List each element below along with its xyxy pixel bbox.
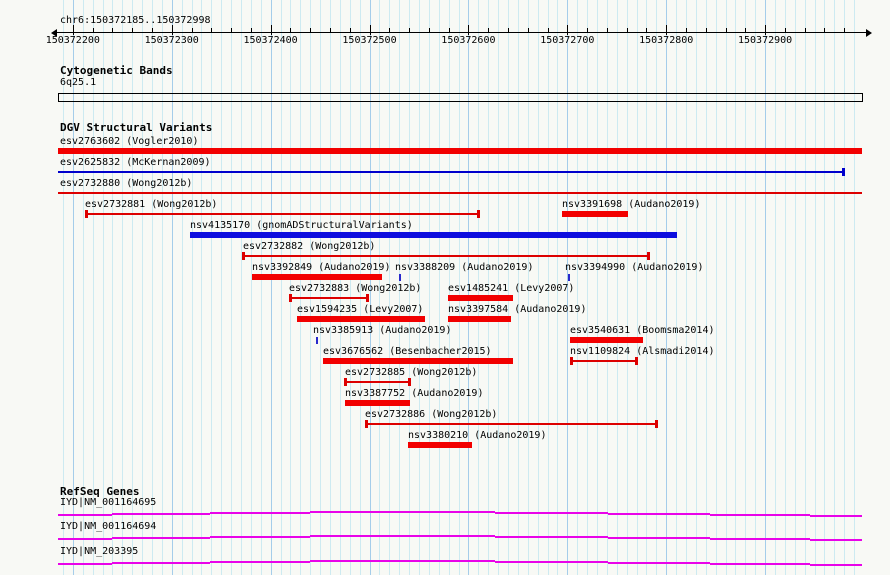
ruler-tick-label: 150372300 — [144, 35, 199, 46]
gridline-minor — [716, 0, 717, 575]
ruler-minor-tick — [251, 28, 252, 32]
variant-glyph-right-endtick — [635, 357, 638, 365]
gene-intron-segment[interactable] — [710, 563, 810, 565]
ruler-minor-tick — [805, 28, 806, 32]
ruler-minor-tick — [785, 28, 786, 32]
variant-glyph-right-endtick — [477, 210, 480, 218]
gridline-minor — [142, 0, 143, 575]
gene-intron-segment[interactable] — [112, 537, 210, 539]
gene-intron-segment[interactable] — [608, 513, 710, 515]
gridline-minor — [735, 0, 736, 575]
gene-label[interactable]: IYD|NM_203395 — [60, 546, 139, 557]
gridline-minor — [726, 0, 727, 575]
variant-label[interactable]: nsv3392849 (Audano2019) — [252, 262, 391, 273]
gene-intron-segment[interactable] — [112, 562, 210, 564]
gridline-minor — [261, 0, 262, 575]
variant-glyph-bar[interactable] — [408, 442, 472, 448]
gridline-minor — [775, 0, 776, 575]
ruler-minor-tick — [290, 28, 291, 32]
ruler-minor-tick — [409, 28, 410, 32]
gridline-minor — [597, 0, 598, 575]
ruler-major-tick — [271, 25, 272, 35]
variant-glyph-bar[interactable] — [562, 211, 628, 217]
ruler-tick-label: 150372900 — [738, 35, 793, 46]
gridline-minor — [755, 0, 756, 575]
variant-label[interactable]: esv2625832 (McKernan2009) — [60, 157, 211, 168]
ruler-right-arrow-icon — [866, 29, 872, 37]
ruler-minor-tick — [350, 28, 351, 32]
gridline-minor — [211, 0, 212, 575]
cytobands-section-header: Cytogenetic Bands — [60, 64, 173, 77]
gridline-minor — [686, 0, 687, 575]
variant-glyph-bar[interactable] — [252, 274, 382, 280]
variant-label[interactable]: nsv1109824 (Alsmadi2014) — [570, 346, 715, 357]
ruler-major-tick — [172, 25, 173, 35]
ruler-minor-tick — [706, 28, 707, 32]
gene-intron-segment[interactable] — [710, 514, 810, 516]
variant-glyph-line[interactable] — [86, 213, 479, 215]
gridline-minor — [201, 0, 202, 575]
gridline-minor — [627, 0, 628, 575]
gridline-minor — [815, 0, 816, 575]
ruler-major-tick — [468, 25, 469, 35]
variant-label[interactable]: nsv3387752 (Audano2019) — [345, 388, 484, 399]
gridline-minor — [824, 0, 825, 575]
variant-label[interactable]: nsv3394990 (Audano2019) — [565, 262, 704, 273]
ruler-axis-line — [56, 32, 867, 33]
ruler-major-tick — [567, 25, 568, 35]
variant-glyph-left-endtick — [289, 294, 292, 302]
gene-intron-segment[interactable] — [58, 514, 112, 516]
ruler-minor-tick — [745, 28, 746, 32]
cytoband-glyph[interactable] — [58, 93, 863, 102]
gene-intron-segment[interactable] — [810, 539, 862, 541]
ruler-tick-label: 150372700 — [540, 35, 595, 46]
variant-label[interactable]: nsv3397584 (Audano2019) — [448, 304, 587, 315]
gridline-minor — [834, 0, 835, 575]
gene-intron-segment[interactable] — [495, 536, 608, 538]
variant-glyph-left-endtick — [242, 252, 245, 260]
gridline-major — [666, 0, 667, 575]
gene-intron-segment[interactable] — [495, 512, 608, 514]
variant-glyph-bar[interactable] — [448, 316, 511, 322]
variant-glyph-left-endtick — [365, 420, 368, 428]
gridline-minor — [251, 0, 252, 575]
gene-intron-segment[interactable] — [58, 538, 112, 540]
variant-label[interactable]: esv2732883 (Wong2012b) — [289, 283, 422, 294]
ruler-minor-tick — [528, 28, 529, 32]
variant-label[interactable]: nsv3385913 (Audano2019) — [313, 325, 452, 336]
variant-glyph-bar[interactable] — [570, 337, 643, 343]
gridline-minor — [785, 0, 786, 575]
gridline-minor — [439, 0, 440, 575]
gridline-minor — [182, 0, 183, 575]
gridline-minor — [152, 0, 153, 575]
variant-glyph-line[interactable] — [243, 255, 649, 257]
variant-label[interactable]: nsv3388209 (Audano2019) — [395, 262, 534, 273]
gridline-minor — [587, 0, 588, 575]
gridline-minor — [795, 0, 796, 575]
gene-intron-segment[interactable] — [810, 515, 862, 517]
variant-glyph-point[interactable] — [399, 274, 401, 281]
variant-label[interactable]: esv2732886 (Wong2012b) — [365, 409, 498, 420]
variant-glyph-bar[interactable] — [448, 295, 513, 301]
gridline-minor — [656, 0, 657, 575]
variant-label[interactable]: esv2732880 (Wong2012b) — [60, 178, 193, 189]
variant-glyph-line[interactable] — [366, 423, 657, 425]
variant-glyph-bar[interactable] — [345, 400, 410, 406]
ruler-major-tick — [370, 25, 371, 35]
gridline-minor — [192, 0, 193, 575]
gridline-minor — [745, 0, 746, 575]
variant-glyph-point[interactable] — [568, 274, 570, 281]
variant-glyph-right-endtick — [842, 168, 845, 176]
ruler-tick-label: 150372500 — [342, 35, 397, 46]
gridline-major — [271, 0, 272, 575]
ruler-tick-label: 150372800 — [639, 35, 694, 46]
ruler-minor-tick — [646, 28, 647, 32]
ruler-minor-tick — [587, 28, 588, 32]
ruler-major-tick — [73, 25, 74, 35]
ruler-minor-tick — [192, 28, 193, 32]
ruler-minor-tick — [231, 28, 232, 32]
ruler-minor-tick — [508, 28, 509, 32]
gene-intron-segment[interactable] — [608, 562, 710, 564]
ruler-minor-tick — [211, 28, 212, 32]
gridline-minor — [676, 0, 677, 575]
gridline-major — [765, 0, 766, 575]
variant-label[interactable]: nsv3391698 (Audano2019) — [562, 199, 701, 210]
ruler-minor-tick — [152, 28, 153, 32]
gene-intron-segment[interactable] — [112, 513, 210, 515]
variant-glyph-right-endtick — [366, 294, 369, 302]
variant-glyph-right-endtick — [647, 252, 650, 260]
refseq-section-header: RefSeq Genes — [60, 485, 140, 498]
ruler-minor-tick — [488, 28, 489, 32]
ruler-tick-label: 150372200 — [45, 35, 100, 46]
variant-glyph-left-endtick — [85, 210, 88, 218]
ruler-minor-tick — [429, 28, 430, 32]
variant-glyph-line[interactable] — [571, 360, 637, 362]
variant-glyph-line[interactable] — [58, 192, 862, 194]
variant-glyph-right-endtick — [408, 378, 411, 386]
gridline-minor — [241, 0, 242, 575]
ruler-minor-tick — [310, 28, 311, 32]
gridline-minor — [646, 0, 647, 575]
gridline-minor — [617, 0, 618, 575]
gene-intron-segment[interactable] — [210, 536, 310, 538]
gridline-minor — [281, 0, 282, 575]
ruler-tick-label: 150372400 — [243, 35, 298, 46]
variant-label[interactable]: esv2732882 (Wong2012b) — [243, 241, 376, 252]
gridline-minor — [844, 0, 845, 575]
variant-glyph-right-endtick — [655, 420, 658, 428]
ruler-minor-tick — [607, 28, 608, 32]
gridline-minor — [696, 0, 697, 575]
ruler-minor-tick — [449, 28, 450, 32]
gridline-minor — [805, 0, 806, 575]
gene-label[interactable]: IYD|NM_001164695 — [60, 497, 157, 508]
gene-intron-segment[interactable] — [608, 537, 710, 539]
variant-glyph-line[interactable] — [345, 381, 410, 383]
variant-glyph-point[interactable] — [316, 337, 318, 344]
variant-glyph-line[interactable] — [290, 297, 368, 299]
variant-glyph-left-endtick — [570, 357, 573, 365]
gene-intron-segment[interactable] — [310, 535, 495, 537]
ruler-minor-tick — [686, 28, 687, 32]
gridline-minor — [221, 0, 222, 575]
variant-label[interactable]: esv2732881 (Wong2012b) — [85, 199, 218, 210]
ruler-minor-tick — [627, 28, 628, 32]
ruler-minor-tick — [389, 28, 390, 32]
gene-intron-segment[interactable] — [310, 560, 495, 562]
gene-intron-segment[interactable] — [495, 561, 608, 563]
gridline-minor — [577, 0, 578, 575]
gridline-minor — [162, 0, 163, 575]
ruler-minor-tick — [330, 28, 331, 32]
ruler-minor-tick — [844, 28, 845, 32]
variant-glyph-bar[interactable] — [297, 316, 425, 322]
variant-label[interactable]: esv1485241 (Levy2007) — [448, 283, 575, 294]
ruler-minor-tick — [93, 28, 94, 32]
variant-label[interactable]: esv3540631 (Boomsma2014) — [570, 325, 715, 336]
variant-label[interactable]: nsv3380210 (Audano2019) — [408, 430, 547, 441]
variant-glyph-bar[interactable] — [323, 358, 513, 364]
ruler-major-tick — [765, 25, 766, 35]
dgv-section-header: DGV Structural Variants — [60, 121, 213, 134]
gene-intron-segment[interactable] — [810, 564, 862, 566]
gene-intron-segment[interactable] — [210, 561, 310, 563]
gridline-minor — [429, 0, 430, 575]
gene-intron-segment[interactable] — [210, 512, 310, 514]
gridline-minor — [706, 0, 707, 575]
ruler-tick-label: 150372600 — [441, 35, 496, 46]
variant-label[interactable]: esv2732885 (Wong2012b) — [345, 367, 478, 378]
ruler-minor-tick — [132, 28, 133, 32]
region-title: chr6:150372185..150372998 — [60, 15, 211, 26]
variant-glyph-left-endtick — [344, 378, 347, 386]
gridline-minor — [231, 0, 232, 575]
gene-label[interactable]: IYD|NM_001164694 — [60, 521, 157, 532]
variant-label[interactable]: esv1594235 (Levy2007) — [297, 304, 424, 315]
ruler-minor-tick — [824, 28, 825, 32]
gene-intron-segment[interactable] — [710, 538, 810, 540]
ruler-major-tick — [666, 25, 667, 35]
variant-label[interactable]: esv3676562 (Besenbacher2015) — [323, 346, 492, 357]
gridline-minor — [637, 0, 638, 575]
gridline-major — [172, 0, 173, 575]
variant-label[interactable]: esv2763602 (Vogler2010) — [60, 136, 199, 147]
variant-glyph-bar[interactable] — [190, 232, 677, 238]
ruler-minor-tick — [548, 28, 549, 32]
variant-glyph-bar[interactable] — [58, 148, 862, 154]
gene-intron-segment[interactable] — [58, 563, 112, 565]
variant-glyph-line[interactable] — [58, 171, 844, 173]
gridline-minor — [854, 0, 855, 575]
cytoband-label[interactable]: 6q25.1 — [60, 77, 97, 88]
gene-intron-segment[interactable] — [310, 511, 495, 513]
variant-label[interactable]: nsv4135170 (gnomADStructuralVariants) — [190, 220, 413, 231]
ruler-minor-tick — [112, 28, 113, 32]
gridline-minor — [607, 0, 608, 575]
ruler-minor-tick — [726, 28, 727, 32]
